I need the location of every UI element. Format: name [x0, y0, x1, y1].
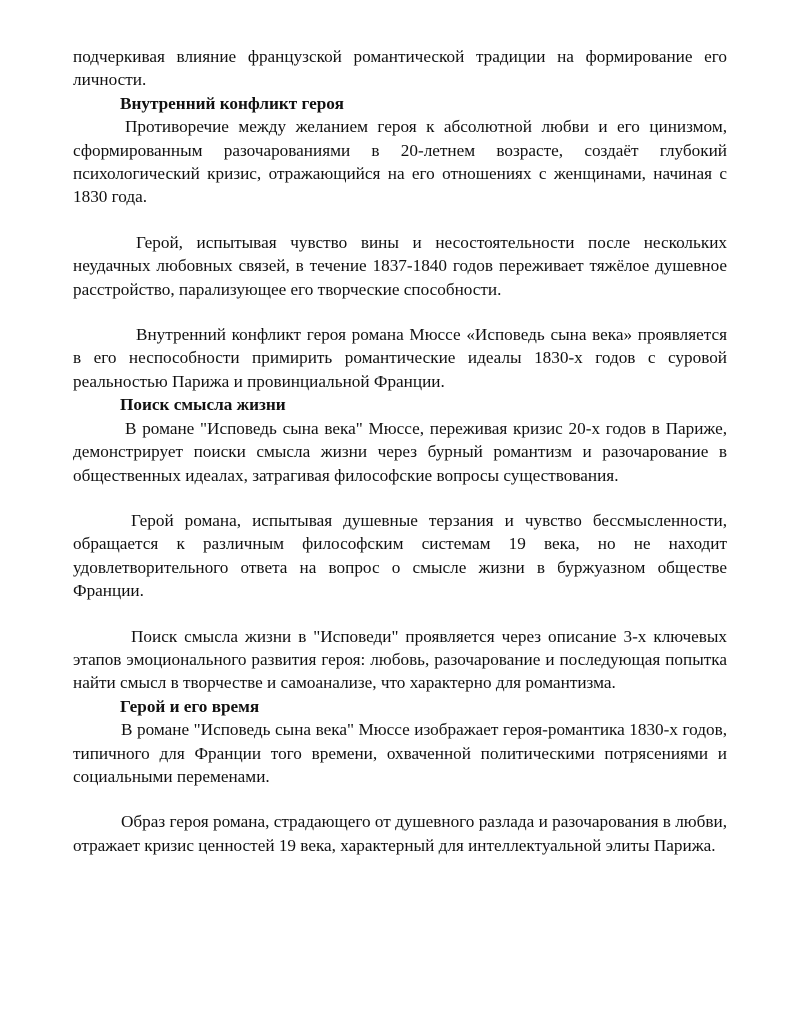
paragraph-meaning-of-life-1: В романе "Исповедь сына века" Мюссе, переживая кризис 20-х годов в Париже, демонстрирует поиски смысла жизни через бурный романтизм и разочарование в общественных идеалах, затрагивая философские вопросы существования.	[73, 418, 727, 485]
paragraph-meaning-of-life-3: Поиск смысла жизни в "Исповеди" проявляется через описание 3-х ключевых этапов эмоционального развития героя: любовь, разочарование и последующая попытка найти смысл в творчестве и самоанализе, что характерно для романтизма.	[73, 626, 727, 693]
section-heading-inner-conflict: Внутренний конфликт героя	[120, 93, 344, 113]
document-page	[73, 45, 727, 857]
section-heading-hero-and-time: Герой и его время	[120, 696, 260, 716]
paragraph-hero-and-time-2: Образ героя романа, страдающего от душевного разлада и разочарования в любви, отражает кризис ценностей 19 века, характерный для интеллектуальной элиты Парижа.	[73, 812, 727, 855]
paragraph-meaning-of-life-2: Герой романа, испытывая душевные терзания и чувство бессмысленности, обращается к различным философским системам 19 века, но не находит удовлетворительного ответа на вопрос о смысле жизни в буржуазном обществе Франции.	[73, 510, 727, 601]
paragraph-inner-conflict-2: Герой, испытывая чувство вины и несостоятельности после нескольких неудачных любовных связей, в течение 1837-1840 годов переживает тяжёлое душевное расстройство, парализующее его творческие способности.	[73, 232, 727, 299]
paragraph-hero-and-time-1: В романе "Исповедь сына века" Мюссе изображает героя-романтика 1830-х годов, типичного для Франции того времени, охваченной политическими потрясениями и социальными переменами.	[73, 720, 727, 786]
paragraph-inner-conflict-3: Внутренний конфликт героя романа Мюссе «Исповедь сына века» проявляется в его неспособности примирить романтические идеалы 1830-х годов с суровой реальностью Парижа и провинциальной Франции.	[73, 325, 727, 391]
paragraph-inner-conflict-1: Противоречие между желанием героя к абсолютной любви и его цинизмом, сформированным разочарованиями в 20-летнем возрасте, создаёт глубокий психологический кризис, отражающийся на его отношениях с женщинами, начиная с 1830 года.	[73, 117, 727, 207]
section-heading-meaning-of-life: Поиск смысла жизни	[120, 395, 286, 415]
intro-paragraph: подчеркивая влияние французской романтической традиции на формирование его личности.	[73, 47, 727, 90]
